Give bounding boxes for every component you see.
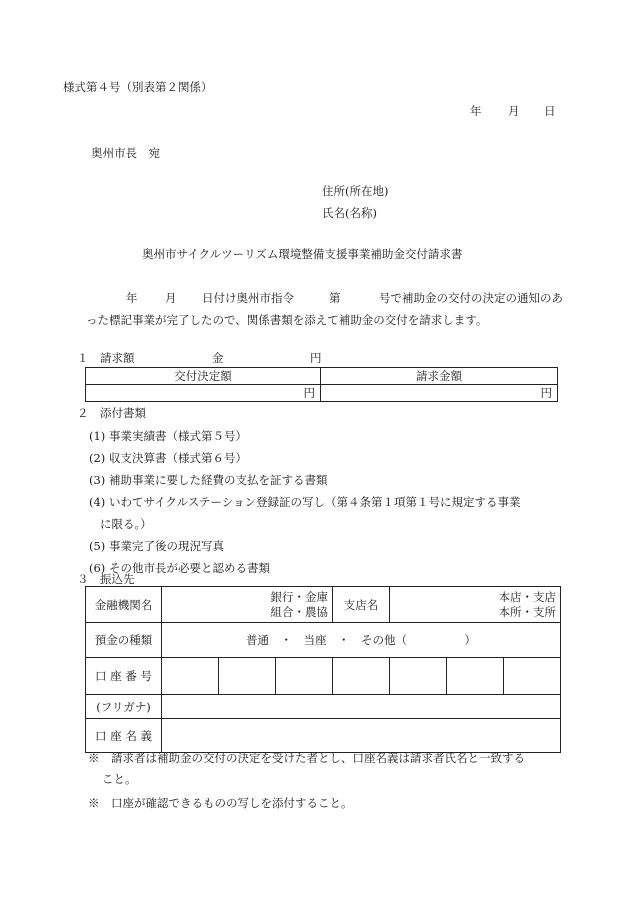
body-dated: 日付け奥州市指令 xyxy=(202,291,294,305)
account-digit-cell[interactable] xyxy=(333,658,390,695)
body-line2: った標記事業が完了したので、関係書類を添えて補助金の交付を請求します。 xyxy=(86,313,488,327)
attachment-item: (6) その他市長が必要と認める書類 xyxy=(89,561,270,575)
attachment-item-cont: に限る。） xyxy=(100,517,152,531)
branch-label: 支店名 xyxy=(333,587,390,623)
bank-types-2: 組合・農協 xyxy=(270,604,328,619)
body-line1-rest: 号で補助金の交付の決定の通知のあ xyxy=(379,291,563,305)
body-number-prefix: 第 xyxy=(329,291,341,305)
bank-types-1: 銀行・金庫 xyxy=(270,589,328,604)
date-month: 月 xyxy=(508,104,520,118)
addressee: 奥州市長 宛 xyxy=(91,146,160,160)
account-digit-cell[interactable] xyxy=(447,658,504,695)
amount-table xyxy=(85,367,558,402)
document-title: 奥州市サイクルツーリズム環境整備支援事業補助金交付請求書 xyxy=(142,247,463,261)
name-label: 氏名(名称) xyxy=(322,206,377,220)
requested-unit: 円 xyxy=(540,386,552,400)
account-number-label: 口 座 番 号 xyxy=(86,658,162,695)
attachment-item: (5) 事業完了後の現況写真 xyxy=(89,539,224,553)
attachment-item: (3) 補助事業に要した経費の支払を証する書類 xyxy=(89,473,328,487)
body-month: 月 xyxy=(165,291,177,305)
decided-amount-cell[interactable] xyxy=(86,385,321,402)
date-day: 日 xyxy=(544,104,556,118)
attachment-item: (1) 事業実績書（様式第５号） xyxy=(89,429,247,443)
attachment-item: (2) 収支決算書（様式第６号） xyxy=(89,451,247,465)
deposit-type-label: 預金の種類 xyxy=(86,623,162,658)
account-holder-label: 口 座 名 義 xyxy=(86,719,162,753)
requested-amount-cell[interactable] xyxy=(321,385,558,402)
note2: ※ 口座が確認できるものの写しを添付すること。 xyxy=(88,796,353,810)
note1-line2: こと。 xyxy=(102,772,137,786)
decided-unit: 円 xyxy=(303,386,315,400)
branch-types-1: 本店・支店 xyxy=(498,589,556,604)
account-digit-cell[interactable] xyxy=(162,658,219,695)
form-number: 様式第４号（別表第２関係） xyxy=(63,80,213,94)
header-decided-amount: 交付決定額 xyxy=(86,368,321,385)
note1-line1: ※ 請求者は補助金の交付の決定を受けた者とし、口座名義は請求者氏名と一致する xyxy=(88,751,525,765)
date-year: 年 xyxy=(470,104,482,118)
deposit-type-options[interactable]: 普通 ・ 当座 ・ その他（ ） xyxy=(162,623,561,658)
body-year: 年 xyxy=(126,291,138,305)
bank-table xyxy=(85,586,561,753)
attachment-item: (4) いわてサイクルステーション登録証の写し（第４条第１項第１号に規定する事業 xyxy=(89,495,521,509)
address-label: 住所(所在地) xyxy=(322,184,389,198)
account-digit-cell[interactable] xyxy=(276,658,333,695)
bank-name-label: 金融機関名 xyxy=(86,587,162,623)
header-requested-amount: 請求金額 xyxy=(321,368,558,385)
section1-heading: １ 請求額 xyxy=(77,351,135,365)
amount-label: 金 xyxy=(212,351,224,365)
furigana-cell[interactable] xyxy=(162,695,561,719)
branch-types-2: 本所・支所 xyxy=(498,604,556,619)
bank-name-cell[interactable] xyxy=(162,587,333,623)
account-digit-cell[interactable] xyxy=(390,658,447,695)
account-digit-cell[interactable] xyxy=(504,658,561,695)
section2-heading: ２ 添付書類 xyxy=(77,406,146,420)
amount-yen: 円 xyxy=(310,351,322,365)
branch-cell[interactable] xyxy=(390,587,561,623)
account-digit-cell[interactable] xyxy=(219,658,276,695)
section3-heading: ３ 振込先 xyxy=(77,572,135,586)
furigana-label: (フリガナ) xyxy=(86,695,162,719)
account-holder-cell[interactable] xyxy=(162,719,561,753)
